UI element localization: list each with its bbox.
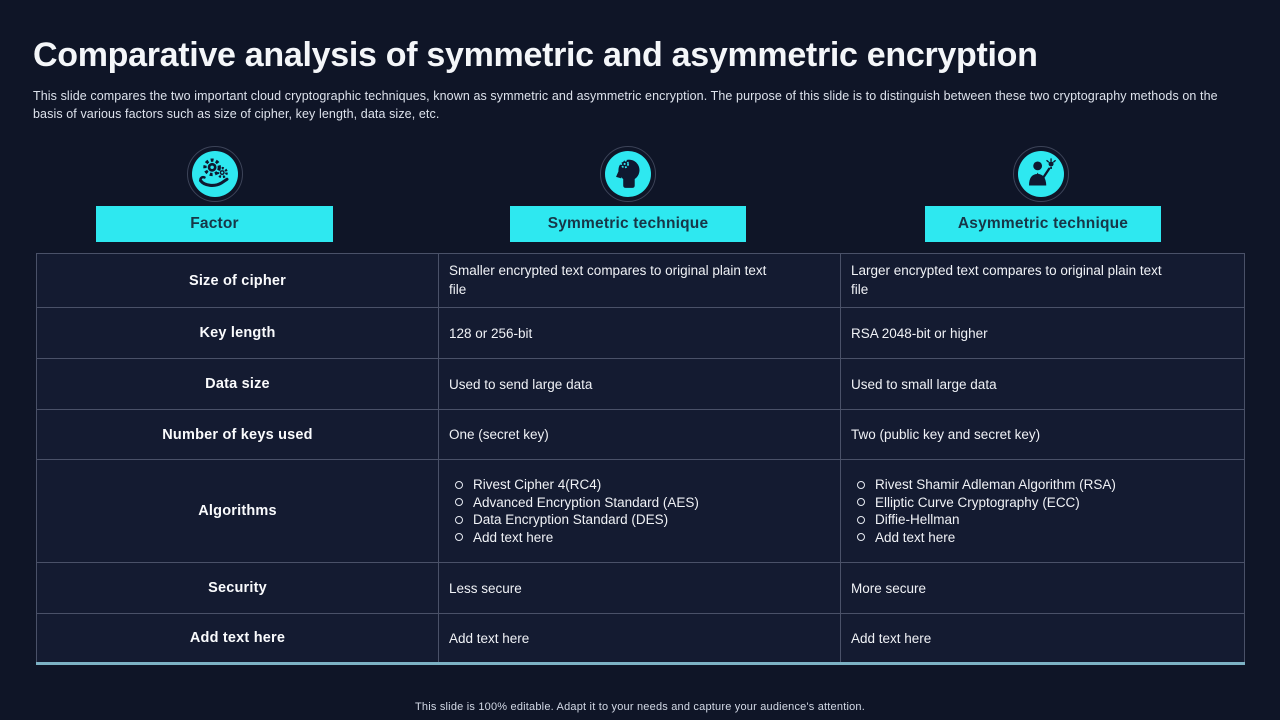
factor-icon-ring	[187, 146, 243, 202]
symmetric-cell: Add text here	[439, 614, 841, 664]
symmetric-algorithms-list	[449, 476, 832, 546]
factor-column-header: Factor	[96, 206, 333, 242]
page-title: Comparative analysis of symmetric and asymmetric encryption	[33, 36, 1038, 74]
table-row	[37, 359, 1245, 410]
head-gear-icon	[605, 151, 651, 197]
list-item-text: Add text here	[473, 529, 554, 545]
circle-bullet-icon	[857, 481, 865, 489]
list-item-text: Diffie-Hellman	[875, 512, 960, 527]
list-item	[455, 494, 832, 512]
hand-gears-icon	[192, 151, 238, 197]
comparison-table	[36, 253, 1245, 665]
circle-bullet-icon	[455, 481, 463, 489]
factor-cell: Number of keys used	[37, 410, 439, 460]
asymmetric-cell: RSA 2048-bit or higher	[841, 308, 1245, 359]
symmetric-cell: Less secure	[439, 563, 841, 614]
circle-bullet-icon	[455, 498, 463, 506]
symmetric-cell: 128 or 256-bit	[439, 308, 841, 359]
footer-note: This slide is 100% editable. Adapt it to your needs and capture your audience's attention.	[415, 701, 865, 713]
table-row	[37, 308, 1245, 359]
list-item	[857, 494, 1236, 512]
factor-cell: Key length	[37, 308, 439, 359]
circle-bullet-icon	[857, 533, 865, 541]
table-row	[37, 410, 1245, 460]
asymmetric-cell: Two (public key and secret key)	[841, 410, 1245, 460]
asymmetric-algorithms-list	[851, 476, 1236, 546]
symmetric-column-header: Symmetric technique	[510, 206, 746, 242]
list-item-text: Elliptic Curve Cryptography (ECC)	[875, 494, 1080, 510]
factor-cell: Algorithms	[37, 460, 439, 563]
circle-bullet-icon	[857, 516, 865, 524]
list-item	[857, 476, 1236, 494]
slide-description: This slide compares the two important cloud cryptographic techniques, known as symmetric and asymmetric encryption. The purpose of this slide is to distinguish between these two cryptography methods on the basis of various factors such as size of cipher, key length, data size, etc.	[33, 89, 1218, 122]
symmetric-cell: Used to send large data	[439, 359, 841, 410]
table-row	[37, 563, 1245, 614]
factor-cell: Size of cipher	[37, 254, 439, 308]
asymmetric-cell	[841, 460, 1245, 563]
person-idea-icon	[1018, 151, 1064, 197]
list-item-text: Rivest Cipher 4(RC4)	[473, 477, 602, 492]
hand-gears-glyph	[192, 150, 238, 198]
list-item	[455, 476, 832, 494]
circle-bullet-icon	[857, 498, 865, 506]
symmetric-cell: One (secret key)	[439, 410, 841, 460]
list-item	[857, 511, 1236, 529]
list-item	[455, 529, 832, 547]
person-idea-glyph	[1018, 150, 1064, 198]
factor-cell: Data size	[37, 359, 439, 410]
cell-text: Smaller encrypted text compares to original plain text file	[449, 263, 767, 297]
table-row	[37, 460, 1245, 563]
asymmetric-cell: Used to small large data	[841, 359, 1245, 410]
head-gear-glyph	[605, 150, 651, 198]
asymmetric-icon-ring	[1013, 146, 1069, 202]
list-item-text: Add text here	[875, 529, 956, 545]
list-item-text: Advanced Encryption Standard (AES)	[473, 494, 699, 510]
cell-text: Larger encrypted text compares to original plain text file	[851, 263, 1162, 297]
asymmetric-cell: More secure	[841, 563, 1245, 614]
list-item	[455, 511, 832, 529]
table-row	[37, 614, 1245, 664]
list-item	[857, 529, 1236, 547]
asymmetric-cell	[841, 254, 1245, 308]
circle-bullet-icon	[455, 533, 463, 541]
asymmetric-cell: Add text here	[841, 614, 1245, 664]
symmetric-cell	[439, 460, 841, 563]
symmetric-cell	[439, 254, 841, 308]
circle-bullet-icon	[455, 516, 463, 524]
list-item-text: Rivest Shamir Adleman Algorithm (RSA)	[875, 477, 1116, 492]
asymmetric-column-header: Asymmetric technique	[925, 206, 1161, 242]
factor-cell: Add text here	[37, 614, 439, 664]
symmetric-icon-ring	[600, 146, 656, 202]
factor-cell: Security	[37, 563, 439, 614]
table-row	[37, 254, 1245, 308]
list-item-text: Data Encryption Standard (DES)	[473, 512, 669, 527]
